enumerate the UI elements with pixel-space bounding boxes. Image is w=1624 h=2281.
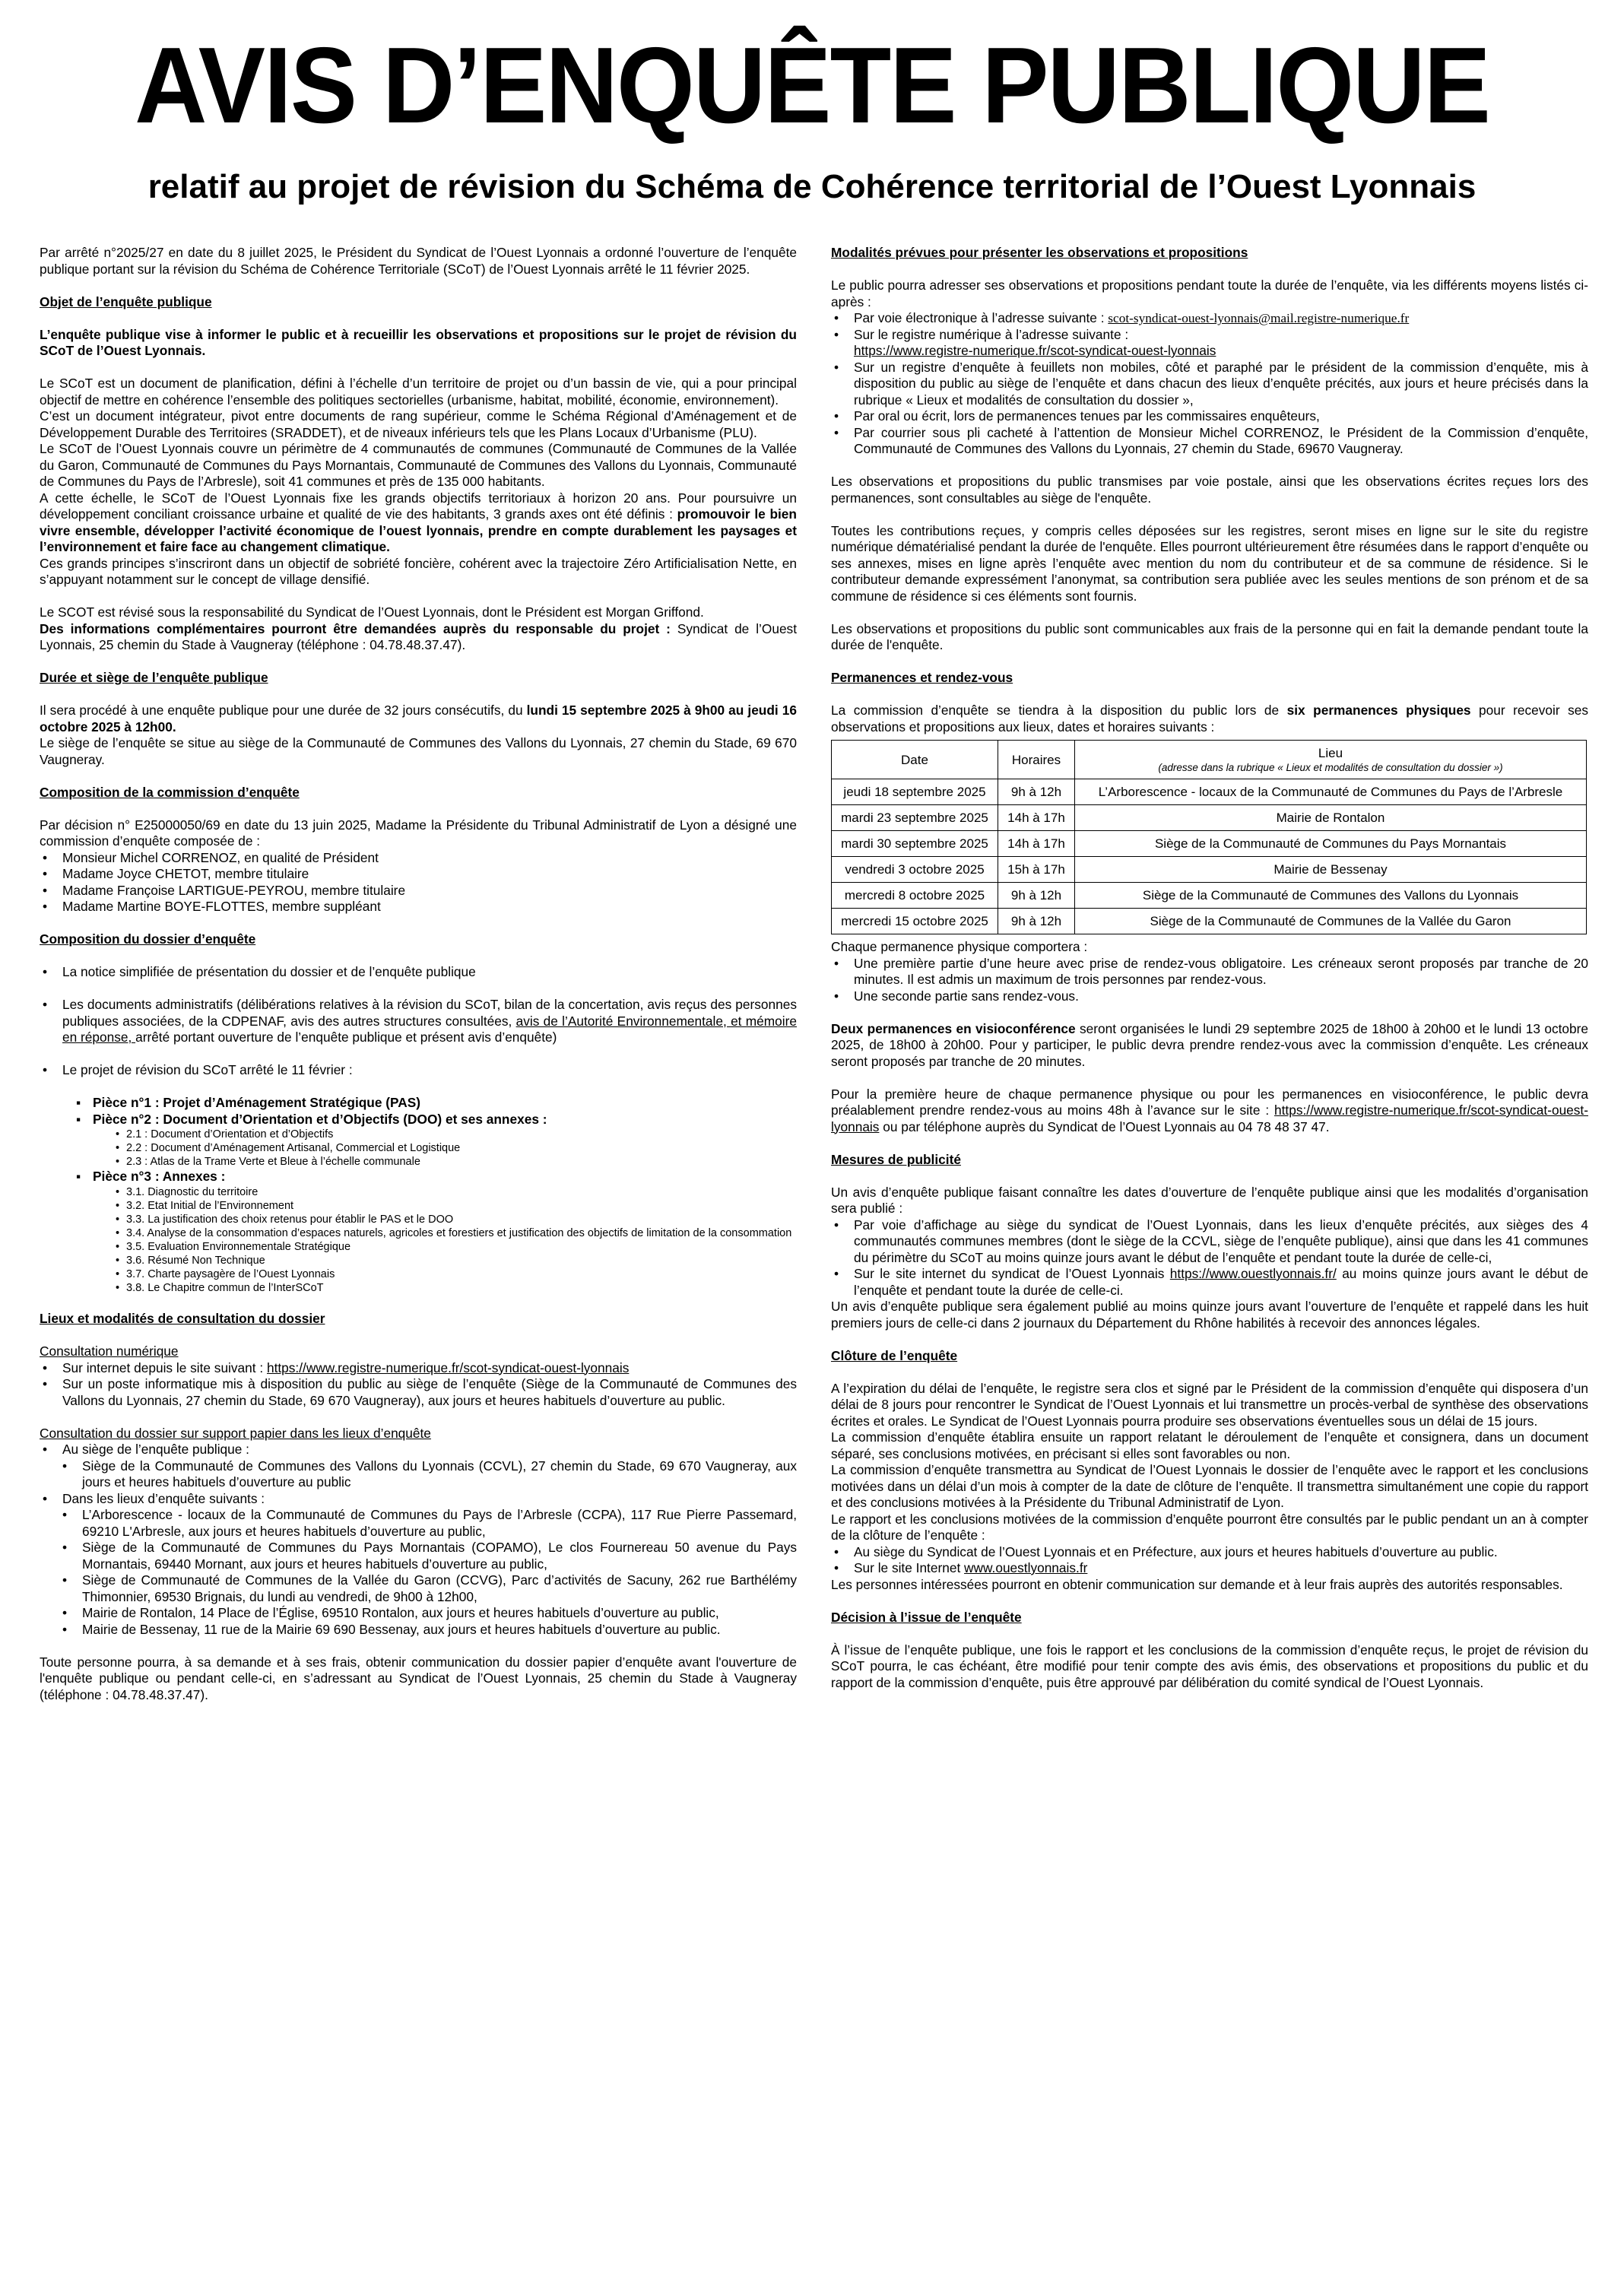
lieux-final-paragraph: Toute personne pourra, à sa demande et à ses frais, obtenir communication du dossier papier d’enquête avant l'ouverture de l'enquête publique ou pendant celle-ci, en s’adressant au Syndicat de l’Ouest Lyonnais, 25 chemin du Stade à Vaugneray (téléphone : 04.78.48.37.47).: [40, 1654, 797, 1702]
permanence-parts-list: [831, 956, 1588, 1005]
cloture-paragraph: A l’expiration du délai de l’enquête, le registre sera clos et signé par le Président de la commission d’enquête qui disposera d’un délai de 8 jours pour rencontrer le Syndicat de l’Ouest Lyonnais et lui transmettre un procès-verbal de synthèse des observations écrites et orales. Le Syndicat de l’Ouest Lyonnais pourra produire ses observations éventuelles sous un délai de 15 jours.: [831, 1380, 1588, 1429]
list-item: • Madame Joyce CHETOT, membre titulaire: [40, 866, 797, 883]
list-item: • Monsieur Michel CORRENOZ, en qualité de Président: [40, 850, 797, 867]
piece-item: ▪ Pièce n°3 : Annexes :: [76, 1169, 797, 1185]
consultation-papier-list: [40, 1491, 797, 1508]
list-item: • 2.1 : Document d’Orientation et d’Objectifs: [116, 1128, 797, 1141]
cell-horaires: 9h à 12h: [998, 909, 1075, 934]
list-item: • 3.1. Diagnostic du territoire: [116, 1185, 797, 1199]
permanences-table: [831, 740, 1587, 934]
objet-paragraph: Ces grands principes s’inscriront dans un objectif de sobriété foncière, cohérent avec la trajectoire Zéro Artificialisation Nette, en s’appuyant notamment sur le concept de village densifié.: [40, 555, 797, 587]
decision-paragraph: À l’issue de l’enquête publique, une fois le rapport et les conclusions de la commission d’enquête reçus, le projet de révision du SCoT pourra, le cas échéant, être modifié pour tenir compte des avis émis, des observations et propositions du public et du rapport de la commission d’enquête, puis être approuvé par délibération du comité syndical de l’Ouest Lyonnais.: [831, 1642, 1588, 1690]
publicite-paragraph: Un avis d’enquête publique sera également publié au moins quinze jours avant l’ouverture de l’enquête et rappelé dans les huit premiers jours de celle-ci dans 2 journaux du Département du Rhône habilités à recevoir des annonces légales.: [831, 1299, 1588, 1331]
section-heading-duree: Durée et siège de l’enquête publique: [40, 670, 268, 685]
list-item: • 2.3 : Atlas de la Trame Verte et Bleue à l’échelle communale: [116, 1155, 797, 1169]
objet-paragraph: Le SCoT de l’Ouest Lyonnais couvre un périmètre de 4 communautés de communes (Communauté de Communes de la Vallée du Garon, Communauté de Communes du Pays Mornantais, Communauté de Communes des Vallons du Lyonnais, Communauté de Communes du Pays de l’Arbresle), soit 41 communes et près de 135 000 habitants.: [40, 441, 797, 489]
column-header-date: Date: [832, 741, 998, 779]
objet-paragraph: Le SCOT est révisé sous la responsabilité du Syndicat de l’Ouest Lyonnais, dont le Président est Morgan Griffond.: [40, 604, 704, 620]
section-heading-decision: Décision à l’issue de l’enquête: [831, 1609, 1022, 1625]
pieces-list: [76, 1095, 797, 1128]
table-row: [832, 779, 1587, 805]
cell-lieu: L’Arborescence - locaux de la Communauté de Communes du Pays de l’Arbresle: [1075, 779, 1587, 805]
modalites-list: [831, 310, 1588, 458]
section-heading-modalites: Modalités prévues pour présenter les observations et propositions: [831, 245, 1248, 260]
right-column: [831, 245, 1588, 1691]
cell-lieu: Mairie de Bessenay: [1075, 857, 1587, 883]
page-subtitle: relatif au projet de révision du Schéma de Cohérence territorial de l’Ouest Lyonnais: [147, 168, 1477, 205]
objet-paragraph: Le SCoT est un document de planification, défini à l’échelle d’un territoire de projet ou d’un bassin de vie, qui a pour principal objectif de mettre en cohérence l’ensemble des politiques sectorielles (urbanisme, habitat, mobilité, économie, environnement).: [40, 376, 797, 408]
list-item: • Sur le site Internet www.ouestlyonnais.fr: [831, 1560, 1588, 1577]
rdv-paragraph: Pour la première heure de chaque permanence physique ou pour les permanences en visioconférence, le public devra préalablement prendre rendez-vous au moins 48h à l’avance sur le site : https://www.registre-numerique.fr/scot-syndicat-ouest-lyonnais ou par téléphone auprès du Syndicat de l’Ouest Lyonnais au 04 78 48 37 47.: [831, 1086, 1588, 1134]
cell-date: jeudi 18 septembre 2025: [832, 779, 998, 805]
list-item: • Mairie de Rontalon, 14 Place de l’Église, 69510 Rontalon, aux jours et heures habituels d’ouverture au public,: [40, 1605, 797, 1622]
cell-lieu: Mairie de Rontalon: [1075, 805, 1587, 831]
list-item: • Madame Martine BOYE-FLOTTES, membre suppléant: [40, 899, 797, 915]
list-item: • Sur internet depuis le site suivant : https://www.registre-numerique.fr/scot-syndicat-ouest-lyonnais: [40, 1360, 797, 1377]
list-item: • Siège de la Communauté de Communes des Vallons du Lyonnais (CCVL), 27 chemin du Stade, 69 670 Vaugneray, aux jours et heures habituels d’ouverture au public: [40, 1458, 797, 1491]
intro-paragraph: Par arrêté n°2025/27 en date du 8 juillet 2025, le Président du Syndicat de l’Ouest Lyonnais a ordonné l’ouverture de l’enquête publique portant sur la révision du Schéma de Cohérence Territoriale (SCoT) de l’Ouest Lyonnais arrêté le 11 février 2025.: [40, 245, 797, 277]
cell-horaires: 14h à 17h: [998, 805, 1075, 831]
list-item: • Madame Françoise LARTIGUE-PEYROU, membre titulaire: [40, 883, 797, 899]
list-item: • Sur un registre d’enquête à feuillets non mobiles, côté et paraphé par le président de la commission d’enquête, mis à disposition du public au siège de l’enquête et dans chacun des lieux d’enquête précités, aux jours et heure précisés dans la rubrique « Lieux et modalités de consultation du dossier »,: [831, 360, 1588, 409]
list-item: • Sur le registre numérique à l’adresse suivante : https://www.registre-numerique.fr/scot-syndicat-ouest-lyonnais: [831, 327, 1588, 360]
modalites-paragraph: Les observations et propositions du public sont communicables aux frais de la personne qui en fait la demande pendant toute la durée de l'enquête.: [831, 620, 1588, 652]
list-item: • 3.3. La justification des choix retenus pour établir le PAS et le DOO: [116, 1213, 797, 1226]
pieces-list: [76, 1169, 797, 1185]
modalites-paragraph: Toutes les contributions reçues, y compris celles déposées sur les registres, seront mises en ligne sur le site du registre numérique dématérialisé pendant la durée de l'enquête. Elles pourront ultérieurement être résumées dans le rapport d’enquête ou ses annexes, mises en ligne après l’enquête avec mention du nom du contributeur et de sa commune de résidence. Si le contributeur demande expressément l’anonymat, sa contribution sera publiée avec les seules mentions de son prénom et de sa commune de résidence si ces éléments sont fournis.: [831, 522, 1588, 604]
list-item: • Une seconde partie sans rendez-vous.: [831, 988, 1588, 1005]
table-row: [832, 831, 1587, 857]
objet-paragraph: C’est un document intégrateur, pivot entre documents de rang supérieur, comme le Schéma Régional d’Aménagement et de Développement Durable des Territoires (SRADDET), et de niveaux inférieurs tels que les Plans Locaux d’Urbanisme (PLU).: [40, 408, 797, 440]
objet-lead: L’enquête publique vise à informer le public et à recueillir les observations et propositions sur le projet de révision du SCoT de l’Ouest Lyonnais.: [40, 326, 797, 358]
column-header-horaires: Horaires: [998, 741, 1075, 779]
dossier-list: [40, 997, 797, 1046]
lieu-note: (adresse dans la rubrique « Lieux et modalités de consultation du dossier »): [1158, 762, 1503, 773]
cell-horaires: 15h à 17h: [998, 857, 1075, 883]
list-item: • Par oral ou écrit, lors de permanences tenues par les commissaires enquêteurs,: [831, 408, 1588, 425]
list-item: • 3.7. Charte paysagère de l’Ouest Lyonnais: [116, 1267, 797, 1281]
subheading-consultation-numerique: Consultation numérique: [40, 1344, 179, 1359]
list-item: • La notice simplifiée de présentation du dossier et de l’enquête publique: [40, 964, 797, 981]
list-item: • Par voie d’affichage au siège du syndicat de l’Ouest Lyonnais, dans les lieux d’enquête précités, aux sièges des 4 communautés communes membres (dont le siège de la CCVL, siège de l’enquête publique), ainsi que dans les 41 communes du périmètre du SCoT au moins quinze jours avant le début de l’enquête et pendant toute la durée de celle-ci,: [831, 1217, 1588, 1267]
email-link[interactable]: scot-syndicat-ouest-lyonnais@mail.registre-numerique.fr: [1108, 311, 1410, 325]
cell-lieu: Siège de la Communauté de Communes des Vallons du Lyonnais: [1075, 883, 1587, 909]
left-column: [40, 245, 797, 1703]
cloture-list: [831, 1544, 1588, 1577]
list-item: • Par courrier sous pli cacheté à l’attention de Monsieur Michel CORRENOZ, le Président de la Commission d’enquête, Communauté de Communes des Vallons du Lyonnais, 27 chemin du Stade, 69670 Vaugneray.: [831, 425, 1588, 458]
registre-link[interactable]: https://www.registre-numerique.fr/scot-syndicat-ouest-lyonnais: [854, 343, 1216, 358]
commission-members-list: [40, 850, 797, 915]
objet-axes: promouvoir le bien vivre ensemble, développer l’activité économique de l’ouest lyonnais, prendre en compte durablement les paysages et l’environnement et faire face au changement climatique.: [40, 506, 797, 554]
section-heading-objet: Objet de l’enquête publique: [40, 293, 212, 309]
piece-item: ▪ Pièce n°1 : Projet d’Aménagement Stratégique (PAS): [76, 1095, 797, 1112]
list-item: • 2.2 : Document d’Aménagement Artisanal, Commercial et Logistique: [116, 1141, 797, 1155]
list-item: • Les documents administratifs (délibérations relatives à la révision du SCoT, bilan de la concertation, avis reçus des personnes publiques associées, de la CDPENAF, avis des autres structures consultées, avis de l’Autorité Environnementale, et mémoire en réponse, arrêté portant ouverture de l’enquête publique et présent avis d’enquête): [40, 997, 797, 1046]
list-item: • Au siège de l’enquête publique :: [40, 1442, 797, 1458]
section-heading-publicite: Mesures de publicité: [831, 1151, 961, 1167]
list-item: • 3.8. Le Chapitre commun de l’InterSCoT: [116, 1281, 797, 1295]
registre-link[interactable]: https://www.registre-numerique.fr/scot-syndicat-ouest-lyonnais: [266, 1359, 630, 1375]
list-item: • Le projet de révision du SCoT arrêté le 11 février :: [40, 1062, 797, 1079]
list-item: • Au siège du Syndicat de l’Ouest Lyonnais et en Préfecture, aux jours et heures habituels d’ouverture au public.: [831, 1544, 1588, 1561]
cell-horaires: 9h à 12h: [998, 883, 1075, 909]
subheading-consultation-papier: Consultation du dossier sur support papier dans les lieux d’enquête: [40, 1425, 431, 1441]
registre-link[interactable]: https://www.registre-numerique.fr/scot-syndicat-ouest-lyonnais: [831, 1102, 1588, 1134]
cell-date: vendredi 3 octobre 2025: [832, 857, 998, 883]
section-heading-dossier: Composition du dossier d’enquête: [40, 931, 256, 947]
commission-paragraph: Par décision n° E25000050/69 en date du 13 juin 2025, Madame la Présidente du Tribunal Administratif de Lyon a désigné une commission d’enquête composée de :: [40, 817, 797, 849]
cloture-paragraph: La commission d’enquête établira ensuite un rapport relatant le déroulement de l’enquête et consignera, dans un document séparé, ses conclusions motivées, en précisant si elles sont favorables ou non.: [831, 1429, 1588, 1461]
piece-item: ▪ Pièce n°2 : Document d’Orientation et d’Objectifs (DOO) et ses annexes :: [76, 1112, 797, 1128]
section-heading-permanences: Permanences et rendez-vous: [831, 670, 1013, 685]
cell-horaires: 14h à 17h: [998, 831, 1075, 857]
cell-date: mercredi 8 octobre 2025: [832, 883, 998, 909]
dossier-list: [40, 964, 797, 981]
table-row: [832, 857, 1587, 883]
website-link[interactable]: www.ouestlyonnais.fr: [964, 1560, 1088, 1575]
permanences-paragraph: La commission d’enquête se tiendra à la disposition du public lors de six permanences physiques pour recevoir ses observations et propositions aux lieux, dates et horaires suivants :: [831, 703, 1588, 734]
website-link[interactable]: https://www.ouestlyonnais.fr/: [1169, 1266, 1337, 1281]
objet-paragraph: A cette échelle, le SCoT de l’Ouest Lyonnais fixe les grands objectifs territoriaux à horizon 20 ans. Pour poursuivre un développement conciliant croissance urbaine et qualité de vie des habitants, 3 grands axes ont été définis : promouvoir le bien vivre ensemble, développer l’activité économique de l’ouest lyonnais, prendre en compte durablement les paysages et l’environnement et faire face au changement climatique.: [40, 490, 797, 554]
lieux-list: [40, 1507, 797, 1638]
duree-dates: lundi 15 septembre 2025 à 9h00 au jeudi 16 octobre 2025 à 12h00.: [40, 703, 797, 734]
list-item: • Dans les lieux d’enquête suivants :: [40, 1491, 797, 1508]
list-item: • Une première partie d’une heure avec prise de rendez-vous obligatoire. Les créneaux seront proposés par tranche de 20 minutes. Il est admis un maximum de trois personnes par rendez-vous.: [831, 956, 1588, 988]
list-item: • Siège de la Communauté de Communes du Pays Mornantais (COPAMO), Le clos Fournereau 50 avenue du Pays Mornantais, 69440 Mornant, aux jours et heures habituels d’ouverture au public,: [40, 1540, 797, 1572]
section-heading-lieux: Lieux et modalités de consultation du dossier: [40, 1311, 325, 1326]
cell-date: mercredi 15 octobre 2025: [832, 909, 998, 934]
permanences-paragraph: Chaque permanence physique comportera :: [831, 939, 1088, 954]
siege-list: [40, 1458, 797, 1491]
duree-paragraph: Le siège de l’enquête se situe au siège de la Communauté de Communes des Vallons du Lyonnais, 27 chemin du Stade, 69 670 Vaugneray.: [40, 735, 797, 767]
table-header-row: [832, 741, 1587, 779]
column-header-lieu: Lieu (adresse dans la rubrique « Lieux et modalités de consultation du dossier »): [1075, 741, 1587, 779]
modalites-paragraph: Le public pourra adresser ses observations et propositions pendant toute la durée de l’enquête, via les différents moyens listés ci-après :: [831, 278, 1588, 309]
consultation-numerique-list: [40, 1360, 797, 1410]
list-item: • Sur un poste informatique mis à disposition du public au siège de l’enquête (Siège de la Communauté de Communes des Vallons du Lyonnais, 27 chemin du Stade, 69 670 Vaugneray), aux jours et heures habituels d’ouverture au public.: [40, 1376, 797, 1409]
dossier-list: [40, 1062, 797, 1079]
cell-lieu: Siège de la Communauté de Communes du Pays Mornantais: [1075, 831, 1587, 857]
cell-lieu: Siège de la Communauté de Communes de la Vallée du Garon: [1075, 909, 1587, 934]
section-heading-commission: Composition de la commission d’enquête: [40, 784, 300, 800]
table-row: [832, 883, 1587, 909]
list-item: • 3.5. Evaluation Environnementale Stratégique: [116, 1240, 797, 1254]
list-item: • 3.6. Résumé Non Technique: [116, 1254, 797, 1267]
cloture-paragraph: La commission d’enquête transmettra au Syndicat de l’Ouest Lyonnais le dossier de l’enquête avec le rapport et les conclusions motivées dans un délai d’un mois à compter de la date de clôture de l’enquête. Il transmettra simultanément une copie du rapport et des conclusions motivées à la Présidente du Tribunal Administratif de Lyon.: [831, 1462, 1588, 1510]
page-title: AVIS D’ENQUÊTE PUBLIQUE: [135, 25, 1489, 146]
cell-date: mardi 30 septembre 2025: [832, 831, 998, 857]
list-item: • L’Arborescence - locaux de la Communauté de Communes du Pays de l’Arbresle (CCPA), 117 Rue Pierre Passemard, 69210 L'Arbresle, aux jours et heures habituels d’ouverture au public,: [40, 1507, 797, 1540]
piece3-sublist: [116, 1185, 797, 1295]
section-heading-cloture: Clôture de l’enquête: [831, 1347, 958, 1363]
list-item: • Siège de Communauté de Communes de la Vallée du Garon (CCVG), Parc d’activités de Sacuny, 262 rue Barthélémy Thimonnier, 69530 Brignais, du lundi au vendredi, de 9h00 à 12h00,: [40, 1572, 797, 1605]
piece2-sublist: [116, 1128, 797, 1169]
cell-horaires: 9h à 12h: [998, 779, 1075, 805]
visio-paragraph: Deux permanences en visioconférence seront organisées le lundi 29 septembre 2025 de 18h00 à 20h00 et le lundi 13 octobre 2025, de 18h00 à 20h00. Pour y participer, le public devra prendre rendez-vous avec la commission d’enquête. Les créneaux seront proposés par tranche de 20 minutes.: [831, 1020, 1588, 1069]
modalites-paragraph: Les observations et propositions du public transmises par voie postale, ainsi que les observations écrites reçues lors des permanences, sont consultables au siège de l'enquête.: [831, 474, 1588, 506]
consultation-papier-list: [40, 1442, 797, 1458]
duree-paragraph: Il sera procédé à une enquête publique pour une durée de 32 jours consécutifs, du lundi 15 septembre 2025 à 9h00 au jeudi 16 octobre 2025 à 12h00.: [40, 703, 797, 734]
list-item: • Par voie électronique à l’adresse suivante : scot-syndicat-ouest-lyonnais@mail.registre-numerique.fr: [831, 310, 1588, 327]
publicite-list: [831, 1217, 1588, 1299]
objet-contact: Des informations complémentaires pourront être demandées auprès du responsable du projet : Syndicat de l’Ouest Lyonnais, 25 chemin du Stade à Vaugneray (téléphone : 04.78.48.37.47).: [40, 620, 797, 652]
list-item: • 3.2. Etat Initial de l’Environnement: [116, 1199, 797, 1213]
cloture-paragraph: Les personnes intéressées pourront en obtenir communication sur demande et à leur frais auprès des autorités responsables.: [831, 1576, 1563, 1592]
list-item: • Mairie de Bessenay, 11 rue de la Mairie 69 690 Bessenay, aux jours et heures habituels d’ouverture au public.: [40, 1622, 797, 1639]
table-row: [832, 909, 1587, 934]
cell-date: mardi 23 septembre 2025: [832, 805, 998, 831]
cloture-paragraph: Le rapport et les conclusions motivées de la commission d’enquête pourront être consultés par le public pendant un an à compter de la clôture de l’enquête :: [831, 1511, 1588, 1543]
publicite-paragraph: Un avis d’enquête publique faisant connaître les dates d’ouverture de l’enquête publique ainsi que les modalités d’organisation sera publié :: [831, 1184, 1588, 1216]
table-row: [832, 805, 1587, 831]
list-item: • Sur le site internet du syndicat de l’Ouest Lyonnais https://www.ouestlyonnais.fr/ au moins quinze jours avant le début de l’enquête et pendant toute la durée de celle-ci.: [831, 1266, 1588, 1299]
list-item: • 3.4. Analyse de la consommation d’espaces naturels, agricoles et forestiers et justification des objectifs de limitation de la consommation: [116, 1226, 797, 1240]
